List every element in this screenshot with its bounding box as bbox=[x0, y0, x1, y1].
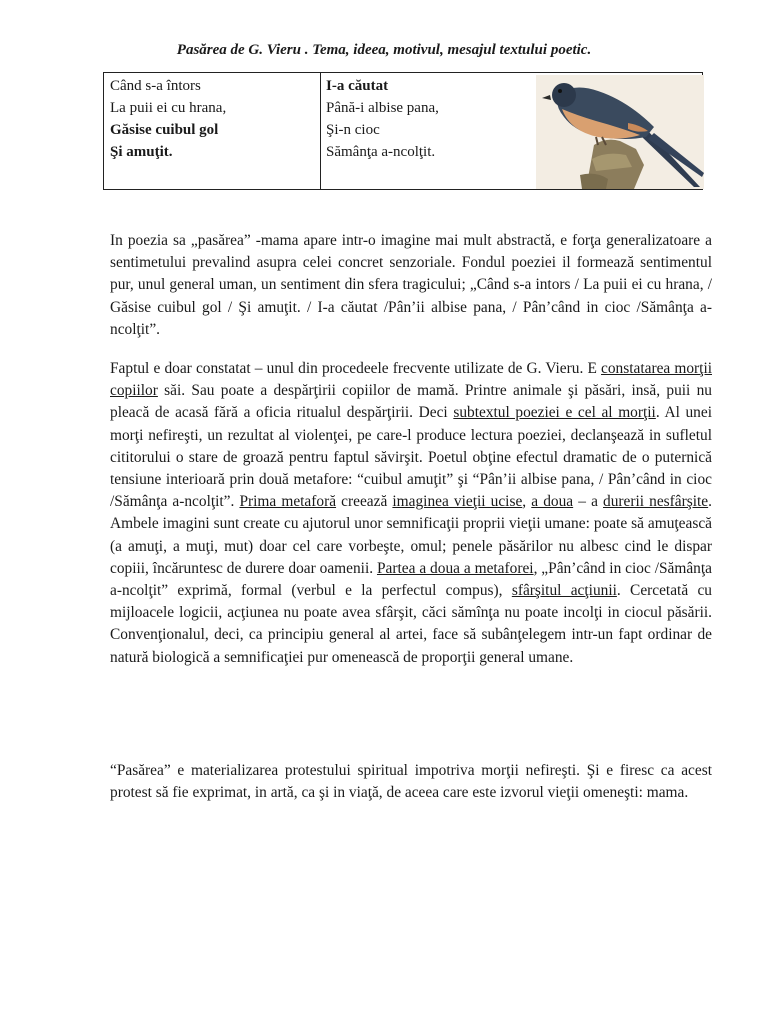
underlined-phrase: sfârşitul acţiunii bbox=[511, 582, 617, 600]
text-run: săi. Sau poate a despărţirii copiilor de mamă. Printre animale şi păsări, insă, puii nu pleacă de acasă fără a oficia ritualul despărţirii. Deci bbox=[110, 382, 712, 422]
page-title: Pasărea de G. Vieru . Tema, ideea, motivul, mesajul textului poetic. bbox=[176, 42, 592, 58]
text-run: . Ambele imagini sunt create cu ajutorul unor semnificaţii proprii vieţii umane: poate să amuţească (a amuţi, a muţi, mut) doar cel care vorbeşte, omul; penele păsărilor nu albesc cind le dispar copiii, încăruntesc de durere doar oamenii. bbox=[110, 493, 712, 577]
text-run: , bbox=[522, 493, 532, 511]
poem-line: La puii ei cu hrana, bbox=[110, 100, 227, 116]
text-run: . Cercetată cu mijloacele logicii, acţiunea nu poate avea sfârşit, căci sămînţa nu poate incolţi in ciocul păsării. Convenţionalul, deci, ca principiu general al artei, face să subânţelegem intr-un fapt ordinar de natură biologică a semnificaţiei pur omenească de proporţii general umane. bbox=[110, 582, 712, 666]
text-run: – a bbox=[573, 493, 604, 511]
poem-line: Găsise cuibul gol bbox=[110, 122, 219, 138]
underlined-phrase: a doua bbox=[531, 493, 574, 511]
poem-line: Şi amuţit. bbox=[110, 144, 173, 160]
bird-illustration bbox=[536, 75, 704, 189]
paragraph-3 bbox=[110, 760, 712, 804]
text-run: Faptul e doar constatat – unul din procedeele frecvente utilizate de G. Vieru. E bbox=[110, 360, 602, 377]
text-run: In poezia sa „pasărea” -mama apare intr-o imagine mai mult abstractă, e forţa generalizatoare a sentimetului prevalind asupra celei concret senzoriale. Fondul poeziei il formează sentimentul pur, unul general uman, un sentiment din sfera tragicului; „Când s-a intors / La puii ei cu hrana, / Găsise cuibul gol / Şi amuţit. / I-a căutat /Pân’ii albise pana, / Pân’când in cioc /Sămânţa a-ncolţit”. bbox=[110, 232, 712, 338]
poem-column-left bbox=[110, 75, 226, 163]
text-run: , „Pân’când in cioc /Sămânţa a-ncolţit” exprimă, formal (verbul e la perfectul compus), bbox=[110, 559, 712, 600]
underlined-phrase: Partea a doua a metaforei bbox=[376, 559, 534, 577]
table-divider bbox=[320, 73, 321, 189]
text-run: creează bbox=[336, 493, 393, 511]
paragraph-2 bbox=[110, 358, 712, 669]
poem-line: Când s-a întors bbox=[110, 78, 201, 94]
text-run: “Pasărea” e materializarea protestului spiritual impotriva morţii nefireşti. Şi e firesc ca acest protest să fie exprimat, in artă, ca şi in viaţă, de aceea care este izvorul vieţii omeneşti: mama. bbox=[110, 762, 712, 802]
poem-line: Până-i albise pana, bbox=[326, 100, 439, 116]
paragraph-1 bbox=[110, 230, 712, 341]
poem-line: I-a căutat bbox=[326, 78, 389, 94]
underlined-phrase: durerii nesfârşite bbox=[603, 493, 709, 511]
text-run: . Al unei morţi nefireşti, un rezultat al violenţei, pe care-l produce lectura poeziei, declanşează in sufletul cititorului o stare de groază pentru faptul săvirşit. Poetul obţine efectul dramatic de o puternică tensiune interioară prin două metafore: “cuibul amuţit” şi “Pân’ii albise pana, / Pân’când in cioc /Sămânţa a-ncolţit”. bbox=[110, 404, 712, 511]
poem-column-right bbox=[326, 75, 439, 163]
poem-line: Şi-n cioc bbox=[326, 122, 380, 138]
underlined-phrase: subtextul poeziei e cel al morţii bbox=[453, 404, 656, 422]
poem-line: Sămânţa a-ncolţit. bbox=[326, 144, 436, 160]
underlined-phrase: Prima metaforă bbox=[239, 493, 337, 511]
underlined-phrase: constatarea morţii copiilor bbox=[110, 360, 712, 400]
underlined-phrase: imaginea vieţii ucise bbox=[392, 493, 523, 511]
